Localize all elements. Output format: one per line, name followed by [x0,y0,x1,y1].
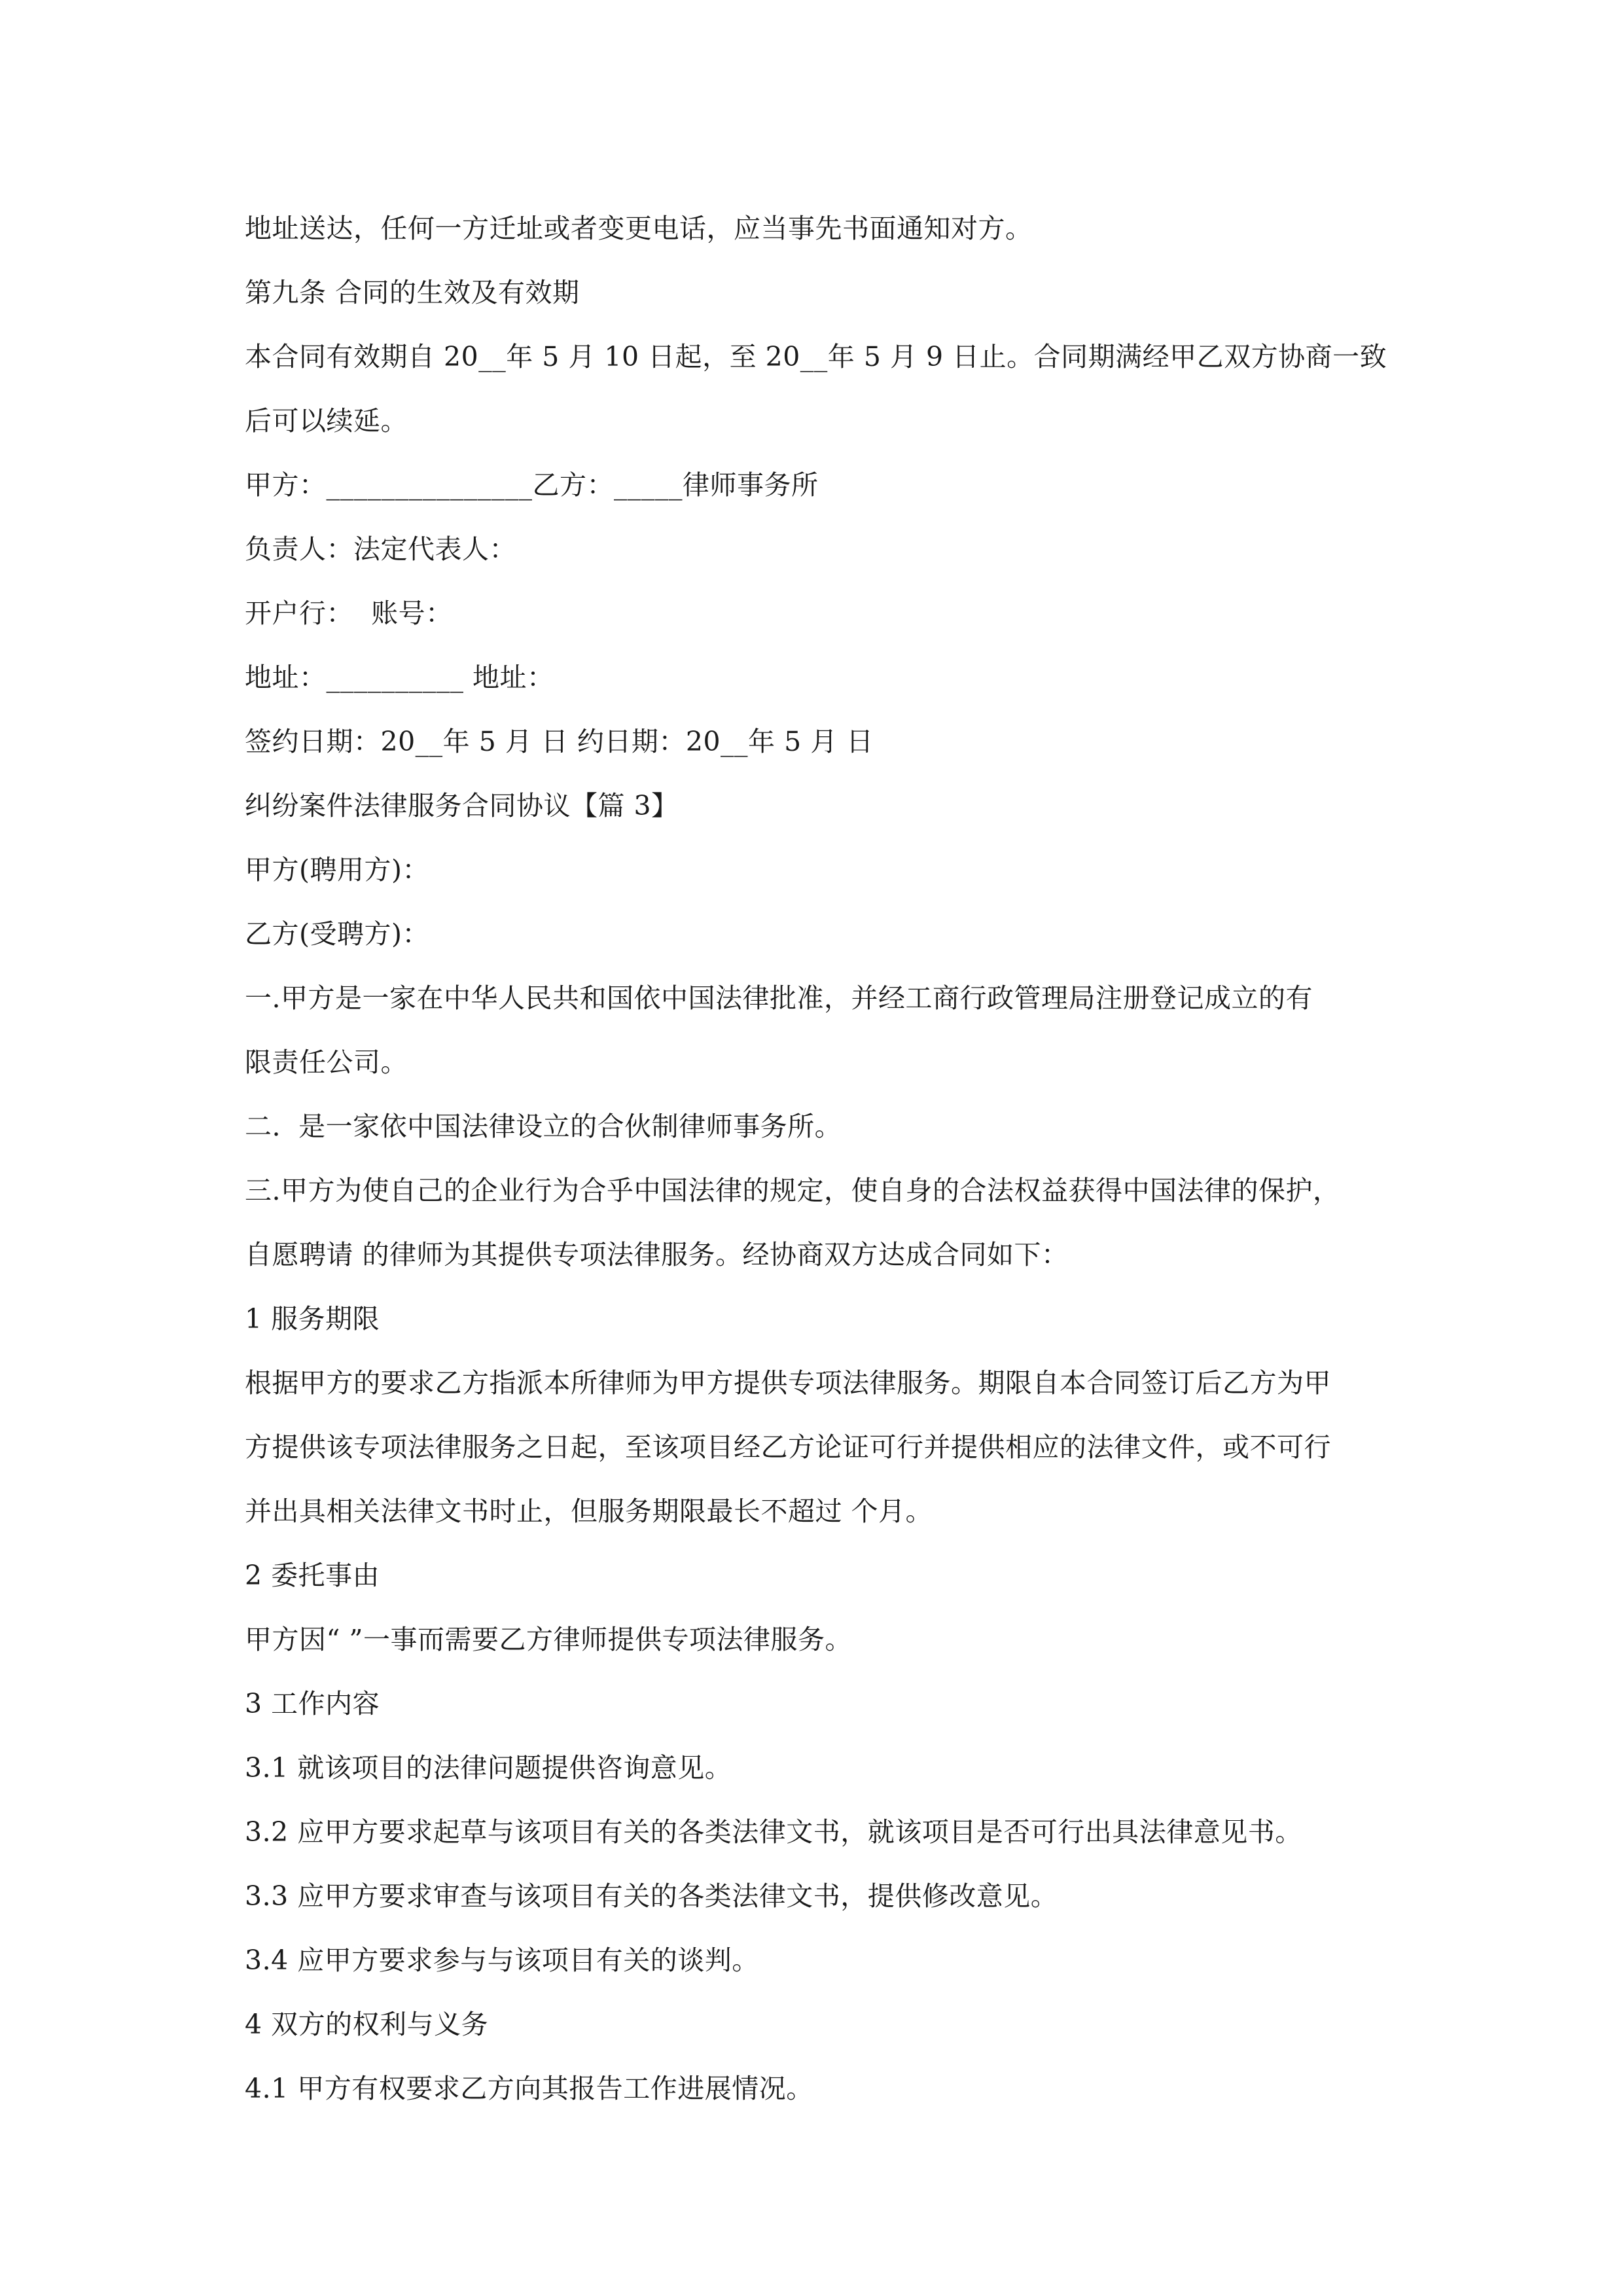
text-line: 地址送达，任何一方迁址或者变更电话，应当事先书面通知对方。 [245,213,1033,244]
list-item: 4.1 甲方有权要求乙方向其报告工作进展情况。 [245,2073,813,2104]
signature-bank-line: 开户行： 账号： [245,598,453,629]
party-a-line: 甲方(聘用方)： [245,854,429,886]
contract-text-body [245,204,1387,2128]
text-line: 自愿聘请 的律师为其提供专项法律服务。经协商双方达成合同如下： [245,1239,1069,1270]
text-line: 本合同有效期自 20__年 5 月 10 日起，至 20__年 5 月 9 日止。合同期满经甲乙双方协商一致 [245,341,1387,372]
list-item: 3.4 应甲方要求参与与该项目有关的谈判。 [245,1945,759,1976]
list-item: 3.2 应甲方要求起草与该项目有关的各类法律文书，就该项目是否可行出具法律意见书。 [245,1816,1302,1848]
text-line: 限责任公司。 [245,1047,408,1078]
signature-representative-line: 负责人：法定代表人： [245,533,516,565]
section-heading-work-content: 3 工作内容 [245,1688,380,1719]
section-heading-rights-obligations: 4 双方的权利与义务 [245,2009,489,2040]
text-line: 三.甲方为使自己的企业行为合乎中国法律的规定，使自身的合法权益获得中国法律的保护， [245,1175,1340,1206]
text-line: 二. 是一家依中国法律设立的合伙制律师事务所。 [245,1111,842,1142]
signature-address-line: 地址：__________ 地址： [245,662,554,693]
section-heading-service-term: 1 服务期限 [245,1303,380,1335]
text-line: 方提供该专项法律服务之日起，至该项目经乙方论证可行并提供相应的法律文件，或不可行 [245,1431,1331,1463]
signature-date-line: 签约日期：20__年 5 月 日 约日期：20__年 5 月 日 [245,726,874,757]
text-line: 根据甲方的要求乙方指派本所律师为甲方提供专项法律服务。期限自本合同签订后乙方为甲 [245,1367,1331,1399]
party-b-line: 乙方(受聘方)： [245,918,429,950]
text-line: 甲方因“ ”一事而需要乙方律师提供专项法律服务。 [245,1624,852,1655]
text-line: 并出具相关法律文书时止，但服务期限最长不超过 个月。 [245,1496,933,1527]
text-line: 一.甲方是一家在中华人民共和国依中国法律批准，并经工商行政管理局注册登记成立的有 [245,982,1313,1014]
document-title-part-3: 纠纷案件法律服务合同协议【篇 3】 [245,790,679,821]
section-heading-entrusted-matter: 2 委托事由 [245,1560,380,1591]
signature-party-line: 甲方：_______________乙方：_____律师事务所 [245,469,819,501]
list-item: 3.1 就该项目的法律问题提供咨询意见。 [245,1752,732,1784]
text-line: 后可以续延。 [245,405,408,437]
section-heading-article-9: 第九条 合同的生效及有效期 [245,277,580,308]
list-item: 3.3 应甲方要求审查与该项目有关的各类法律文书，提供修改意见。 [245,1880,1058,1912]
